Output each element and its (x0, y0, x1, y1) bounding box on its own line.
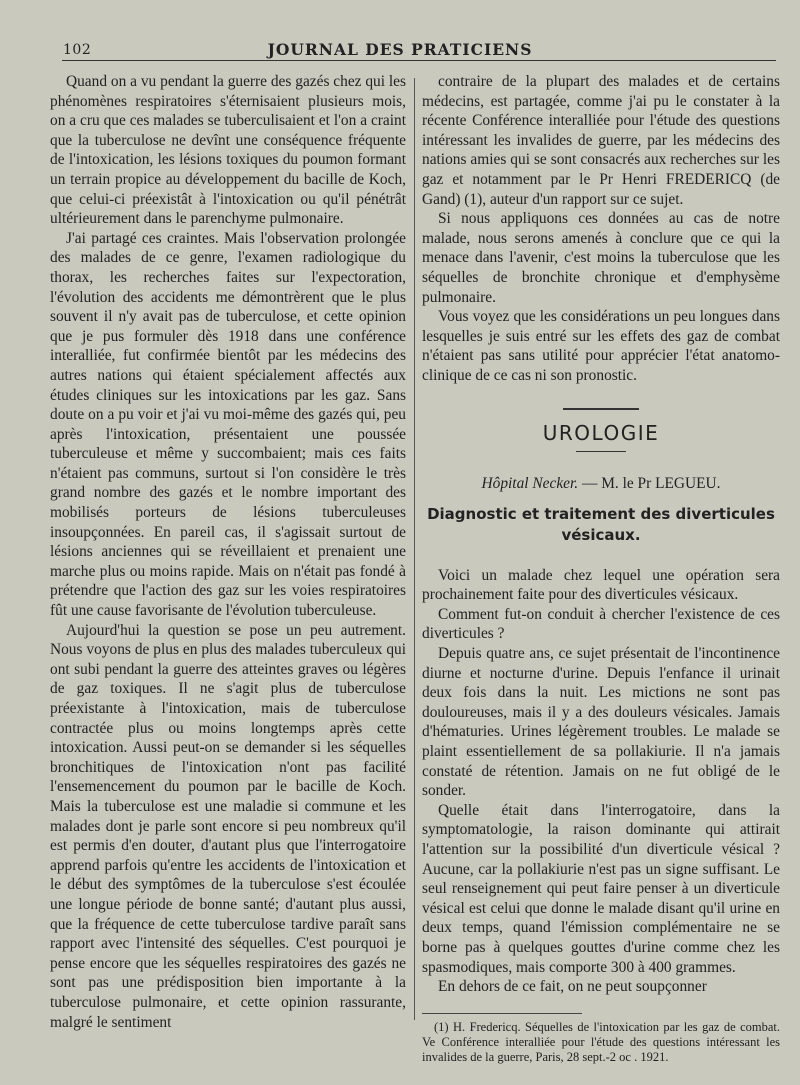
hospital-line (422, 474, 780, 494)
footnote-rule (422, 1013, 582, 1014)
paragraph: Comment fut-on conduit à chercher l'existence de ces diverticules ? (422, 605, 780, 643)
paragraph: contraire de la plupart des malades et de certains médecins, est partagée, comme j'ai pu le constater à la récente Conférence interalliée pour l'étude des questions intéressant les invalides de guerre, par les médecins des nations amies qui se sont consacrés aux recherches sur les gaz et notamment par le Pr Henri FREDERICQ (de Gand) (1), auteur d'un rapport sur ce sujet. (422, 73, 780, 208)
section-title: UROLOGIE (542, 420, 660, 445)
paragraph: Vous voyez que les considérations un peu longues dans lesquelles je suis entré sur les effets des gaz de combat n'étaient pas sans utilité pour apprécier l'état anatomo-clinique de ce cas ni son pronostic. (422, 308, 780, 384)
article-title: Diagnostic et traitement des diverticules vésicaux. (427, 504, 775, 544)
paragraph: Quand on a vu pendant la guerre des gazés chez qui les phénomènes respiratoires s'éternisaient plusieurs mois, on a cru que ces malades se tuberculisaient et l'on a craint que la tuberculose ne devînt une conséquence fréquente de l'intoxication, les lésions toxiques du poumon formant un terrain propice au développement du bacille de Koch, que celui-ci préexistât à l'intoxication ou qu'il pénétrât ultérieurement dans le parenchyme pulmonaire. (50, 73, 406, 228)
footnote: (1) H. Fredericq. Séquelles de l'intoxication par les gaz de combat. Ve Conférence interalliée pour l'étude des questions intéressant les invalides de la guerre, Paris, 28 sept.-2 oc . 1921. (422, 1019, 780, 1064)
paragraph: En dehors de ce fait, on ne peut soupçonner (438, 978, 707, 996)
section-rule-bottom (576, 451, 626, 452)
paragraph: J'ai partagé ces craintes. Mais l'observation prolongée des malades de ce genre, l'examen radiologique du thorax, les recherches faites sur l'expectoration, l'évolution des accidents me démontrèrent que le plus souvent il n'y avait pas de tuberculose, et cette opinion que je pus formuler dès 1918 dans une conférence interalliée, fut confirmée bientôt par les médecins des autres nations qui étaient spécialement affectés aux études cliniques sur les intoxications par les gaz. Sans doute on a pu voir et j'ai vu moi-même des gazés qui, peu après l'intoxication, présentaient une poussée tuberculeuse et même y succombaient; mais ces faits n'étaient pas communs, surtout si l'on considère le très grand nombre des gazés et le nombre important des mobilisés porteurs de lésions tuberculeuses insoupçonnées. En pareil cas, il s'agissait surtout de lésions anciennes qui se réveillaient et prenaient une marche plus ou moins rapide. Mais on n'était pas fondé à prétendre que l'action des gaz sur les voies respiratoires fût une cause favorisante de l'évolution tuberculeuse. (50, 229, 406, 620)
page-header (0, 38, 800, 62)
page-number: 102 (63, 42, 92, 58)
professor-name: — M. le Pr LEGUEU. (578, 475, 721, 493)
paragraph: Quelle était dans l'interrogatoire, dans la symptomatologie, la raison dominante qui attirait l'attention sur la possibilité d'un diverticule vésical ? Aucune, car la pollakiurie n'est pas un signe suffisant. Le seul renseignement qui peut faire penser à un diverticule vésical est celui que donne le malade disant qu'il urine en deux temps, quand l'émission complémentaire ne se borne pas à quelques gouttes d'urine comme chez les spasmodiques, mais comporte 300 à 400 grammes. (422, 801, 780, 976)
paragraph: Aujourd'hui la question se pose un peu autrement. Nous voyons de plus en plus des malades tuberculeux qui ont subi pendant la guerre des atteintes graves ou légères de gaz toxiques. Il ne s'agit plus de tuberculose préexistante à l'intoxication, mais de tuberculose contractée plus ou moins longtemps après cette intoxication. Aussi peut-on se demander si les séquelles bronchitiques de l'intoxication n'ont pas facilité l'ensemencement du poumon par le bacille de Koch. Mais la tuberculose est une maladie si commune et les malades dont je parle sont encore si peu nombreux qu'il est permis d'en douter, d'autant plus que l'interrogatoire apprend parfois qu'entre les accidents de l'intoxication et le début des symptômes de la tuberculose s'est écoulée une longue période de bonne santé; d'autant plus aussi, que la fréquence de cette tuberculose tardive paraît sans rapport avec l'intensité des séquelles. C'est pourquoi je pense encore que les séquelles respiratoires des gazés ne sont pas une prédisposition bien importante à la tuberculose pulmonaire, et cette opinion rassurante, malgré le sentiment (50, 621, 406, 1031)
journal-title: JOURNAL DES PRATICIENS (267, 40, 533, 59)
paragraph: Voici un malade chez lequel une opération sera prochainement faite pour des diverticules vésicaux. (422, 566, 780, 604)
left-column (50, 72, 406, 1032)
paragraph: Depuis quatre ans, ce sujet présentait de l'incontinence diurne et nocturne d'urine. Depuis l'enfance il urinait deux fois dans la nuit. Les mictions ne sont pas douloureuses, mais il y a des douleurs vésicales. Jamais d'hématuries. Urines légèrement troubles. Le malade se plaint essentiellement de sa pollakiurie. Il n'a jamais constaté de rétention. Jamais on ne fut obligé de le sonder. (422, 645, 780, 800)
right-column (422, 72, 780, 1065)
header-rule (62, 60, 776, 61)
section-rule-top (563, 408, 639, 410)
paragraph: Si nous appliquons ces données au cas de notre malade, nous serons amenés à conclure que ce qui la menace dans l'avenir, c'est moins la tuberculose que les séquelles de bronchite chronique et d'emphysème pulmonaire. (422, 210, 780, 306)
column-divider (414, 78, 415, 1020)
hospital-name: Hôpital Necker. (481, 475, 579, 493)
